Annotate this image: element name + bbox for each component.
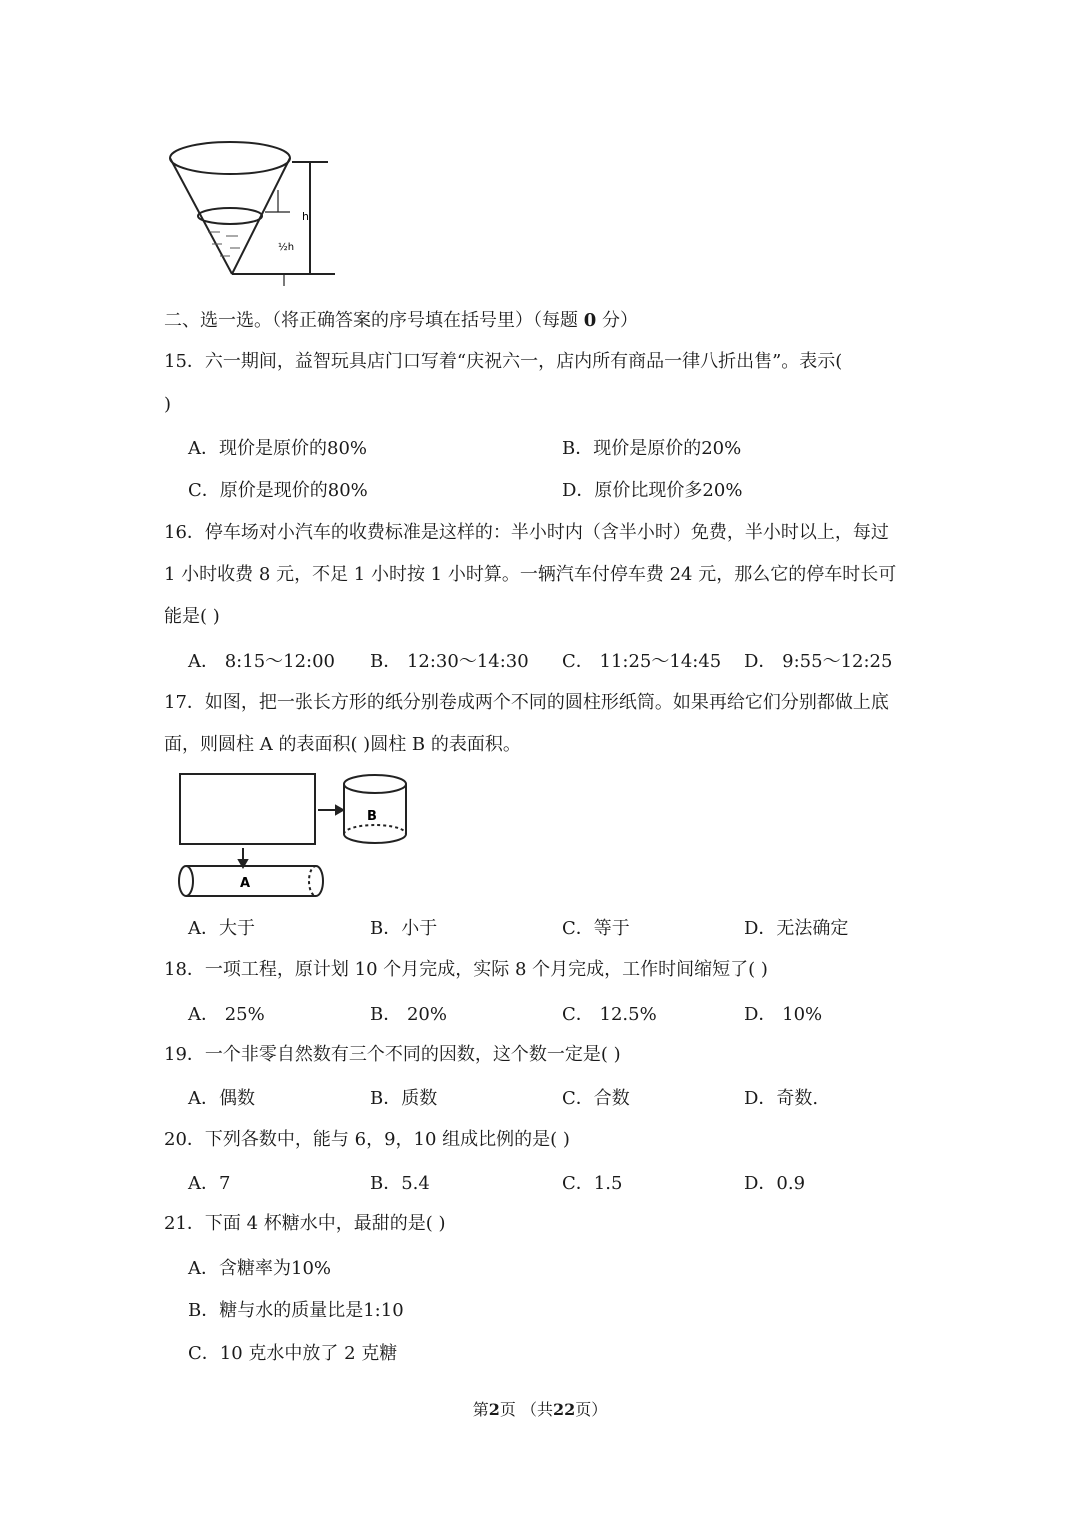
q19-option-a: A．偶数 xyxy=(188,1088,255,1109)
q20-option-d: D．0.9 xyxy=(744,1173,806,1194)
q15-option-b: B．现价是原价的20% xyxy=(562,438,742,459)
q20-option-c: C．1.5 xyxy=(562,1173,623,1194)
q21-text: 21．下面 4 杯糖水中，最甜的是( ) xyxy=(164,1213,446,1234)
q17-option-d: D．无法确定 xyxy=(744,918,849,939)
cylinder-b-label: B xyxy=(367,809,377,824)
cone-top-rim xyxy=(170,142,290,174)
q16-text-line2: 1 小时收费 8 元，不足 1 小时按 1 小时算。一辆汽车付停车费 24 元，那么它的停车时长可 xyxy=(164,564,897,585)
q15-option-a: A．现价是原价的80% xyxy=(188,438,368,459)
q21-option-c: C．10 克水中放了 2 克糖 xyxy=(188,1343,398,1364)
q15-text-line1: 15．六一期间，益智玩具店门口写着“庆祝六一，店内所有商品一律八折出售”。表示( xyxy=(164,351,843,372)
paper-rectangle xyxy=(180,774,315,844)
cone-figure xyxy=(160,140,350,290)
current-page-number: 2 xyxy=(488,1400,500,1419)
q20-option-a: A．7 xyxy=(188,1173,231,1194)
q21-option-b: B．糖与水的质量比是1:10 xyxy=(188,1300,404,1321)
q21-option-a: A．含糖率为10% xyxy=(188,1258,332,1279)
q19-option-c: C．合数 xyxy=(562,1088,630,1109)
q20-text: 20．下列各数中，能与 6，9，10 组成比例的是( ) xyxy=(164,1129,570,1150)
q18-option-d: D． 10% xyxy=(744,1004,823,1025)
q18-option-b: B． 20% xyxy=(370,1004,447,1025)
cylinder-a xyxy=(179,866,323,896)
section-score: 0 xyxy=(583,310,597,331)
q15-option-c: C．原价是现价的80% xyxy=(188,480,368,501)
q16-option-a: A． 8:15～12:00 xyxy=(188,651,336,672)
q20-option-b: B．5.4 xyxy=(370,1173,430,1194)
q17-text-line2: 面，则圆柱 A 的表面积( )圆柱 B 的表面积。 xyxy=(164,734,521,755)
paper-roll-figure xyxy=(170,768,415,903)
q18-text: 18．一项工程，原计划 10 个月完成，实际 8 个月完成，工作时间缩短了( ) xyxy=(164,959,768,980)
q15-text-line2: ) xyxy=(164,394,172,415)
q16-option-b: B． 12:30～14:30 xyxy=(370,651,529,672)
q19-option-b: B．质数 xyxy=(370,1088,438,1109)
total-page-count: 22 xyxy=(552,1400,576,1419)
cylinder-a-label: A xyxy=(240,876,251,891)
q16-text-line3: 能是( ) xyxy=(164,606,220,627)
h-label: h xyxy=(302,210,309,223)
q18-option-c: C． 12.5% xyxy=(562,1004,657,1025)
water-surface xyxy=(198,208,262,224)
q19-text: 19．一个非零自然数有三个不同的因数，这个数一定是( ) xyxy=(164,1044,621,1065)
q16-option-c: C． 11:25～14:45 xyxy=(562,651,722,672)
half-h-label: ½h xyxy=(278,242,295,253)
page-footer: 第2页 （共22页） xyxy=(472,1400,608,1419)
q15-option-d: D．原价比现价多20% xyxy=(562,480,743,501)
cone-left-side xyxy=(170,158,232,274)
q19-option-d: D．奇数. xyxy=(744,1088,819,1109)
q17-option-c: C．等于 xyxy=(562,918,630,939)
q17-option-a: A．大于 xyxy=(188,918,255,939)
q17-option-b: B．小于 xyxy=(370,918,438,939)
section-title: 二、选一选。（将正确答案的序号填在括号里）（每题 0 分） xyxy=(164,310,638,331)
q16-text-line1: 16．停车场对小汽车的收费标准是这样的：半小时内（含半小时）免费，半小时以上，每过 xyxy=(164,522,889,543)
q16-option-d: D． 9:55～12:25 xyxy=(744,651,893,672)
q17-text-line1: 17．如图，把一张长方形的纸分别卷成两个不同的圆柱形纸筒。如果再给它们分别都做上底 xyxy=(164,692,889,713)
q18-option-a: A． 25% xyxy=(188,1004,265,1025)
